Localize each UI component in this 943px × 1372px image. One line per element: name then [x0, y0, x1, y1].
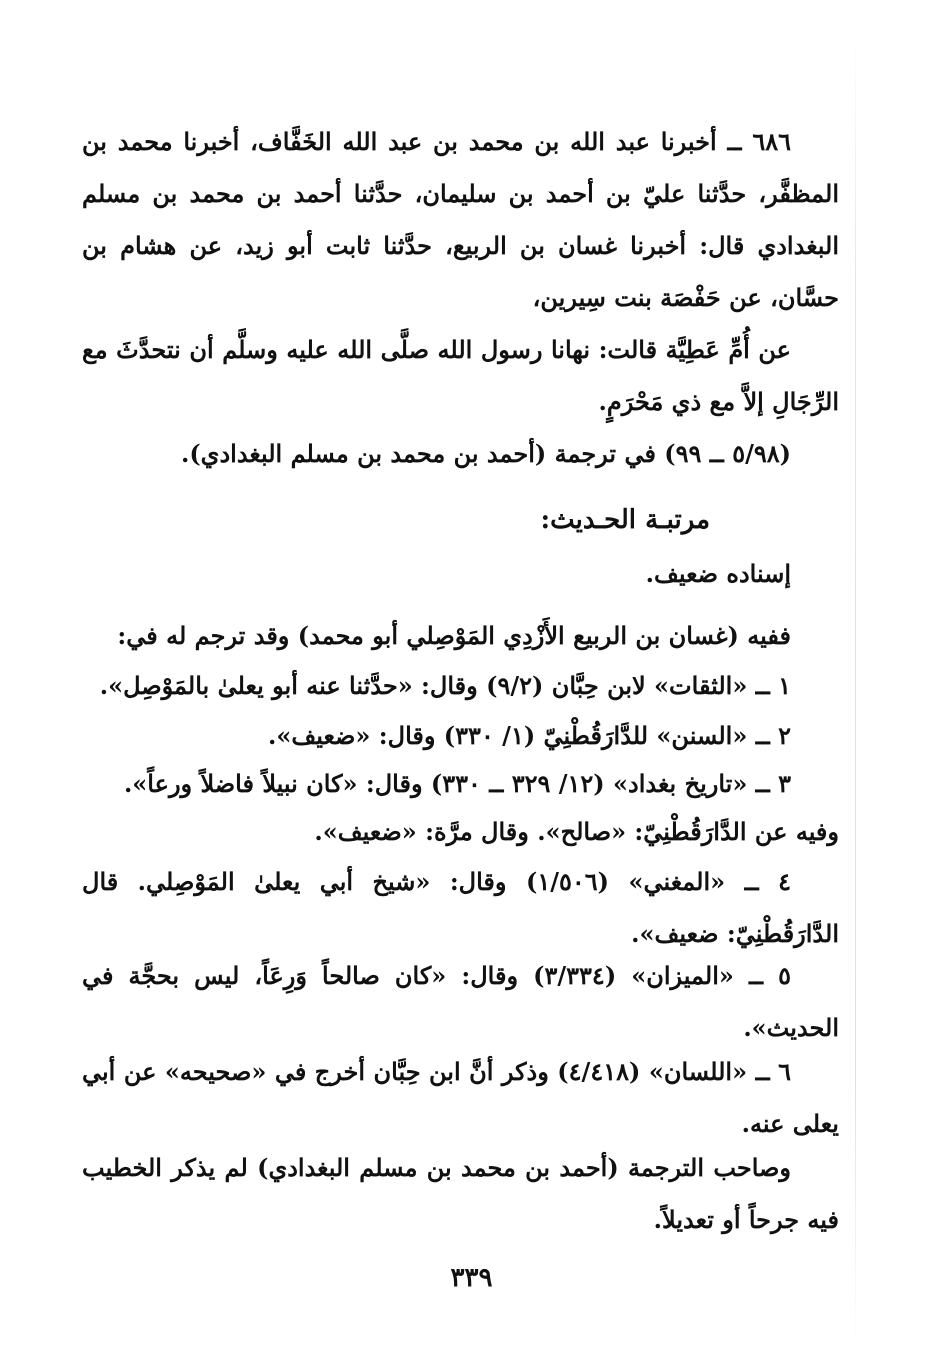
reference-item: ٤ ــ «المغني» (١/٥٠٦) وقال: «شيخ أبي يعلىٰ المَوْصِلي. قال الدَّارَقُطْنِيّ: ضعيف». [82, 867, 839, 948]
isnad-verdict: إسناده ضعيف. [645, 559, 791, 588]
source-reference: (٥/٩٨ ــ ٩٩) في ترجمة (أحمد بن محمد بن مسلم البغدادي). [180, 439, 791, 468]
page-number: ٣٣٩ [450, 1263, 493, 1293]
page-edge-line [855, 30, 856, 1350]
hadith-matn-paragraph: عن أُمِّ عَطِيَّة قالت: نهانا رسول الله صلَّى الله عليه وسلَّم أن نتحدَّثَ مع الرِّجَالِ إلاَّ مع ذي مَحْرَمٍ. [82, 335, 839, 416]
reference-item: ٥ ــ «الميزان» (٣/٣٣٤) وقال: «كان صالحاً وَرِعَاً، ليس بحجَّة في الحديث». [82, 961, 839, 1042]
reference-item: ٣ ــ «تاريخ بغداد» (١٢/ ٣٢٩ ــ ٣٣٠) وقال: «كان نبيلاً فاضلاً ورعاً». [123, 769, 791, 798]
reference-item: ١ ــ «الثقات» لابن حِبَّان (٩/٢) وقال: «حدَّثنا عنه أبو يعلىٰ بالمَوْصِل». [99, 671, 791, 700]
section-heading: مرتبـة الحـديث: [540, 505, 710, 535]
reference-item: ٦ ــ «اللسان» (٤/٤١٨) وذكر أنَّ ابن حِبَّان أخرج في «صحيحه» عن أبي يعلى عنه. [82, 1057, 839, 1138]
closing-paragraph: وصاحب الترجمة (أحمد بن محمد بن مسلم البغدادي) لم يذكر الخطيب فيه جرحاً أو تعديلاً. [82, 1153, 839, 1234]
reference-note: وفيه عن الدَّارَقُطْنِيّ: «صالح». وقال مرَّة: «ضعيف». [314, 817, 839, 846]
isnad-paragraph: ٦٨٦ ــ أخبرنا عبد الله بن محمد بن عبد الله الخَفَّاف، أخبرنا محمد بن المظفَّر، حدَّثنا عليّ بن أحمد بن سليمان، حدَّثنا أحمد بن محمد بن مسلم البغدادي قال: أخبرنا غسان بن الربيع، حدَّثنا ثابت أبو زيد، عن هشام بن حسَّان، عن حَفْصَة بنت سِيرين، [82, 127, 839, 312]
reference-item: ٢ ــ «السنن» للدَّارَقُطْنِيّ (١/ ٣٣٠) وقال: «ضعيف». [268, 721, 791, 750]
narrator-intro: ففيه (غسان بن الربيع الأَزْدِي المَوْصِلي أبو محمد) وقد ترجم له في: [117, 621, 791, 650]
